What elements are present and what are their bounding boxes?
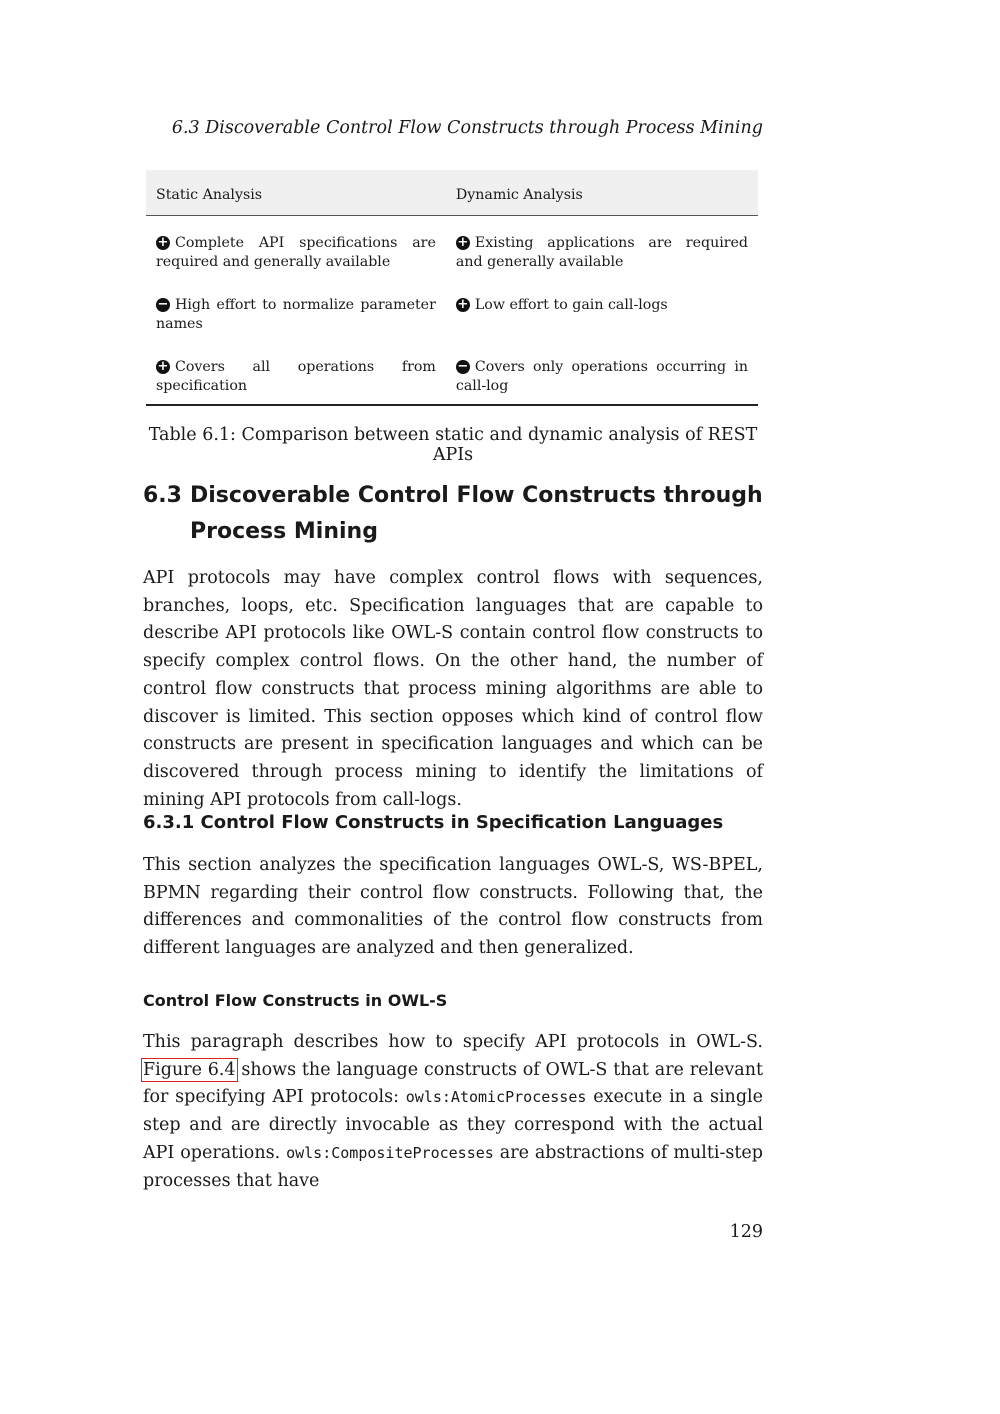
plus-icon: + xyxy=(157,359,169,374)
section-paragraph: API protocols may have complex control flows with sequences, branches, loops, etc. Specification languages that are capable to describe API protocols like OWL-S contain control flow constructs to specify complex control flows. On the other hand, the number of control flow constructs that process mining algorithms are able to discover is limited. This section opposes which kind of control flow constructs are present in specification languages and which can be discovered through process mining to identify the limitations of mining API protocols from call-logs. xyxy=(143,568,763,810)
page-number: 129 xyxy=(729,1222,763,1242)
header-dynamic: Dynamic Analysis xyxy=(446,170,758,216)
code-composite-processes: owls:CompositeProcesses xyxy=(286,1143,494,1162)
paragraph-heading: Control Flow Constructs in OWL-S xyxy=(143,991,448,1010)
minus-icon: − xyxy=(157,297,169,312)
cell-text: Existing applications are required and generally available xyxy=(455,235,748,270)
table-caption: Table 6.1: Comparison between static and dynamic analysis of REST APIs xyxy=(148,425,758,465)
table-cell xyxy=(146,342,446,405)
table-row xyxy=(146,342,758,405)
running-head: 6.3 Discoverable Control Flow Constructs through Process Mining xyxy=(171,118,763,138)
plus-icon: + xyxy=(457,235,469,250)
cell-text: Covers all operations from specification xyxy=(156,359,436,394)
owls-text-1: This paragraph describes how to specify API protocols in OWL-S. xyxy=(143,1032,763,1052)
subsection-paragraph: This section analyzes the specification languages OWL-S, WS-BPEL, BPMN regarding their control flow constructs. Following that, the differences and commonalities of the control flow constructs from different languages are analyzed and then generalized. xyxy=(143,855,763,959)
cell-text: High effort to normalize parameter names xyxy=(156,297,436,332)
cell-text: Covers only operations occurring in call-log xyxy=(455,359,748,394)
code-atomic-processes: owls:AtomicProcesses xyxy=(405,1088,587,1107)
header-static: Static Analysis xyxy=(146,170,446,216)
figure-reference-link[interactable]: Figure 6.4 xyxy=(143,1059,236,1080)
owls-text-2: shows the language constructs of OWL-S that are relevant for specifying API protocols: xyxy=(143,1059,763,1108)
section-title: Discoverable Control Flow Constructs through Process Mining xyxy=(190,483,763,544)
section-heading xyxy=(143,478,783,550)
cell-text: Complete API specifications are required and generally available xyxy=(156,235,436,270)
plus-icon: + xyxy=(157,235,169,250)
table-header-row xyxy=(146,170,758,216)
section-number: 6.3 xyxy=(143,483,182,508)
owls-text-3: execute in a single step and are directly invocable as they correspond with the actual API operations. xyxy=(143,1087,763,1163)
table-row xyxy=(146,280,758,342)
table-row xyxy=(146,216,758,281)
table-cell xyxy=(446,342,758,405)
table-cell xyxy=(446,280,758,342)
plus-icon: + xyxy=(457,297,469,312)
table-cell xyxy=(146,280,446,342)
cell-text: Low effort to gain call-logs xyxy=(474,297,668,313)
table-cell xyxy=(446,216,758,281)
owls-text-4: are abstractions of multi-step processes that have xyxy=(143,1142,763,1191)
minus-icon: − xyxy=(457,359,469,374)
subsection-heading: 6.3.1 Control Flow Constructs in Specification Languages xyxy=(143,812,724,833)
table-cell xyxy=(146,216,446,281)
owls-paragraph xyxy=(143,1029,763,1195)
comparison-table xyxy=(146,170,758,406)
